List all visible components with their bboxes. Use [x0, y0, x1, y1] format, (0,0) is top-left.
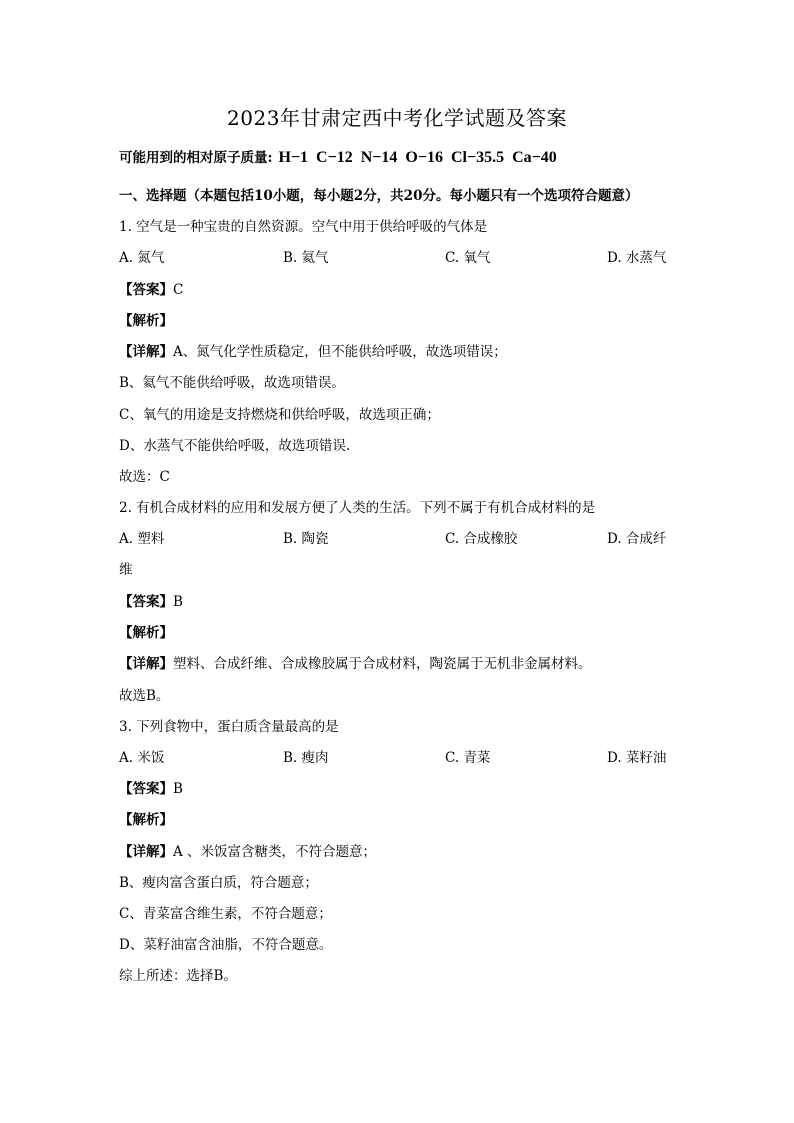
question-3-detail-1 [119, 842, 679, 862]
question-1-detail-1 [119, 342, 679, 362]
question-3-detail-3: C、青菜富含维生素，不符合题意； [119, 906, 332, 922]
answer-value: C [173, 282, 184, 298]
question-1-conclusion: 故选：C [119, 469, 170, 485]
question-2-detail-1 [119, 654, 679, 674]
atomic-masses-values: H−1 C−12 N−14 O−16 Cl−35.5 Ca−40 [278, 149, 557, 166]
question-2-option-c: C. 合成橡胶 [445, 531, 518, 547]
question-2-stem: 2. 有机合成材料的应用和发展方便了人类的生活。下列不属于有机合成材料的是 [119, 500, 596, 516]
question-1-detail-3: C、氧气的用途是支持燃烧和供给呼吸，故选项正确； [119, 407, 440, 423]
atomic-masses-label: 可能用到的相对原子质量: [119, 150, 273, 166]
detail-text: A、氮气化学性质稳定，但不能供给呼吸，故选项错误； [173, 344, 507, 360]
question-1-answer [119, 280, 679, 300]
answer-tag: 【答案】 [119, 781, 173, 797]
question-3-option-c: C. 青菜 [445, 750, 491, 766]
question-3-analysis-tag: 【解析】 [119, 812, 173, 828]
question-3-stem: 3. 下列食物中，蛋白质含量最高的是 [119, 719, 339, 735]
detail-text: A 、米饭富含糖类，不符合题意； [173, 844, 377, 860]
detail-tag: 【详解】 [119, 844, 173, 860]
question-1-stem: 1. 空气是一种宝贵的自然资源。空气中用于供给呼吸的气体是 [119, 219, 488, 235]
question-2-answer [119, 592, 679, 612]
question-3-detail-4: D、菜籽油富含油脂，不符合题意。 [119, 937, 333, 953]
question-3-option-a: A. 米饭 [119, 750, 165, 766]
question-1-option-c: C. 氧气 [445, 250, 491, 266]
question-3-option-b: B. 瘦肉 [283, 750, 329, 766]
page-title: 2023年甘肃定西中考化学试题及答案 [227, 106, 567, 130]
question-2-option-d: D. 合成纤 [607, 531, 667, 547]
atomic-masses-line [119, 148, 679, 168]
detail-text: 塑料、合成纤维、合成橡胶属于合成材料，陶瓷属于无机非金属材料。 [173, 656, 592, 672]
question-3-option-d: D. 菜籽油 [607, 750, 667, 766]
section-heading: 一、选择题（本题包括10小题，每小题2分，共20分。每小题只有一个选项符合题意） [119, 188, 639, 204]
question-1-detail-2: B、氦气不能供给呼吸，故选项错误。 [119, 375, 345, 391]
detail-tag: 【详解】 [119, 656, 173, 672]
question-1-analysis-tag: 【解析】 [119, 313, 173, 329]
question-3-answer [119, 779, 679, 799]
question-1-option-b: B. 氦气 [283, 250, 329, 266]
question-2-option-b: B. 陶瓷 [283, 531, 329, 547]
answer-value: B [173, 594, 183, 610]
detail-tag: 【详解】 [119, 344, 173, 360]
question-3-detail-2: B、瘦肉富含蛋白质，符合题意； [119, 875, 318, 891]
answer-tag: 【答案】 [119, 594, 173, 610]
question-2-conclusion: 故选B。 [119, 688, 170, 704]
question-2-analysis-tag: 【解析】 [119, 625, 173, 641]
question-1-detail-4: D、水蒸气不能供给呼吸，故选项错误. [119, 438, 351, 454]
answer-tag: 【答案】 [119, 282, 173, 298]
answer-value: B [173, 781, 183, 797]
question-1-option-d: D. 水蒸气 [607, 250, 667, 266]
question-1-option-a: A. 氮气 [119, 250, 165, 266]
question-2-option-wrap: 维 [119, 562, 133, 578]
question-2-option-a: A. 塑料 [119, 531, 165, 547]
question-3-conclusion: 综上所述：选择B。 [119, 968, 237, 984]
